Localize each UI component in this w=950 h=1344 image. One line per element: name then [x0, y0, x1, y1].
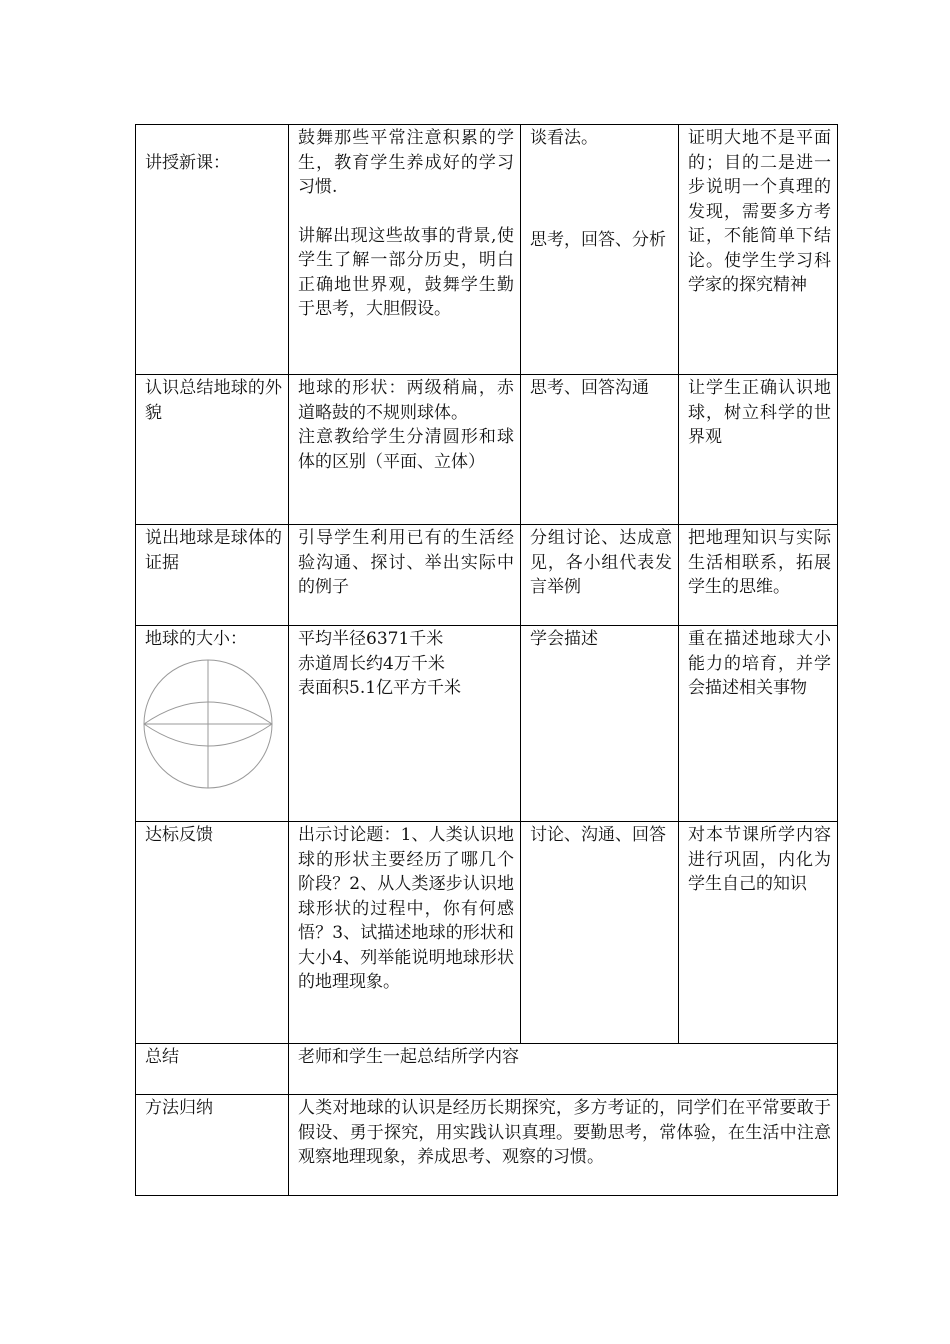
stage-cell [136, 525, 289, 626]
stage-cell [136, 125, 289, 375]
table-row [136, 626, 838, 822]
content-paragraph: 地球的形状：两级稍扁，赤道略鼓的不规则球体。 [298, 378, 514, 423]
content-cell [289, 822, 521, 1044]
purpose-cell [679, 375, 838, 525]
student-activity-cell [521, 125, 679, 375]
stage-cell [136, 1095, 289, 1196]
purpose-text: 证明大地不是平面的；目的二是进一步说明一个真理的发现，需要多方考证，不能简单下结论。使学生学习科学家的探究精神 [688, 128, 831, 295]
stage-cell [136, 375, 289, 525]
student-activity-cell [521, 822, 679, 1044]
activity-text: 学会描述 [530, 629, 598, 649]
content-paragraph: 引导学生利用已有的生活经验沟通、探讨、举出实际中的例子 [298, 528, 514, 597]
stage-label: 方法归纳 [145, 1098, 213, 1118]
discussion-questions: 出示讨论题：1、人类认识地球的形状主要经历了哪几个阶段？2、从人类逐步认识地球形状的过程中，你有何感悟？3、试描述地球的形状和大小4、列举能说明地球形状的地理现象。 [298, 825, 514, 992]
summary-text: 老师和学生一起总结所学内容 [298, 1047, 519, 1067]
student-activity-cell [521, 626, 679, 822]
table-row [136, 1095, 838, 1196]
method-cell [289, 1095, 838, 1196]
table-row [136, 525, 838, 626]
stage-label: 地球的大小： [145, 629, 247, 649]
activity-text: 谈看法。 [530, 128, 598, 148]
purpose-cell [679, 525, 838, 626]
stage-label: 讲授新课： [145, 153, 230, 173]
activity-text: 讨论、沟通、回答 [530, 825, 666, 845]
student-activity-cell [521, 375, 679, 525]
earth-globe-diagram [142, 658, 282, 790]
stage-label: 认识总结地球的外貌 [145, 378, 282, 423]
table-row [136, 822, 838, 1044]
stage-label: 说出地球是球体的证据 [145, 528, 282, 573]
activity-text: 思考，回答、分析 [530, 229, 666, 250]
content-cell [289, 525, 521, 626]
globe-sketch-icon [142, 658, 274, 790]
stage-cell [136, 822, 289, 1044]
purpose-text: 重在描述地球大小能力的培育，并学会描述相关事物 [688, 629, 831, 698]
stage-label: 总结 [145, 1047, 179, 1067]
student-activity-cell [521, 525, 679, 626]
content-cell [289, 626, 521, 822]
summary-cell [289, 1044, 838, 1095]
purpose-text: 让学生正确认识地球，树立科学的世界观 [688, 378, 831, 447]
content-paragraph: 鼓舞那些平常注意积累的学生，教育学生养成好的学习习惯. [298, 128, 514, 197]
purpose-cell [679, 125, 838, 375]
purpose-text: 把地理知识与实际生活相联系，拓展学生的思维。 [688, 528, 831, 597]
equator-circumference: 赤道周长约4万千米 [298, 653, 445, 674]
stage-cell [136, 626, 289, 822]
stage-cell [136, 1044, 289, 1095]
purpose-text: 对本节课所学内容进行巩固，内化为学生自己的知识 [688, 825, 831, 894]
lesson-plan-table [135, 124, 838, 1196]
table-row [136, 1044, 838, 1095]
content-paragraph: 讲解出现这些故事的背景,使学生了解一部分历史，明白正确地世界观，鼓舞学生勤于思考，大胆假设。 [298, 225, 514, 319]
earth-radius: 平均半径6371千米 [298, 629, 444, 649]
content-cell [289, 375, 521, 525]
table-row [136, 125, 838, 375]
content-paragraph: 注意教给学生分清圆形和球体的区别（平面、立体） [298, 427, 514, 472]
activity-text: 思考、回答沟通 [530, 378, 649, 398]
surface-area: 表面积5.1亿平方千米 [298, 678, 462, 698]
table-row [136, 375, 838, 525]
method-text: 人类对地球的认识是经历长期探究，多方考证的，同学们在平常要敢于假设、勇于探究，用实践认识真理。要勤思考，常体验，在生活中注意观察地理现象，养成思考、观察的习惯。 [298, 1098, 831, 1167]
stage-label: 达标反馈 [145, 825, 213, 845]
activity-text: 分组讨论、达成意见，各小组代表发言举例 [530, 528, 672, 597]
purpose-cell [679, 822, 838, 1044]
purpose-cell [679, 626, 838, 822]
content-cell [289, 125, 521, 375]
